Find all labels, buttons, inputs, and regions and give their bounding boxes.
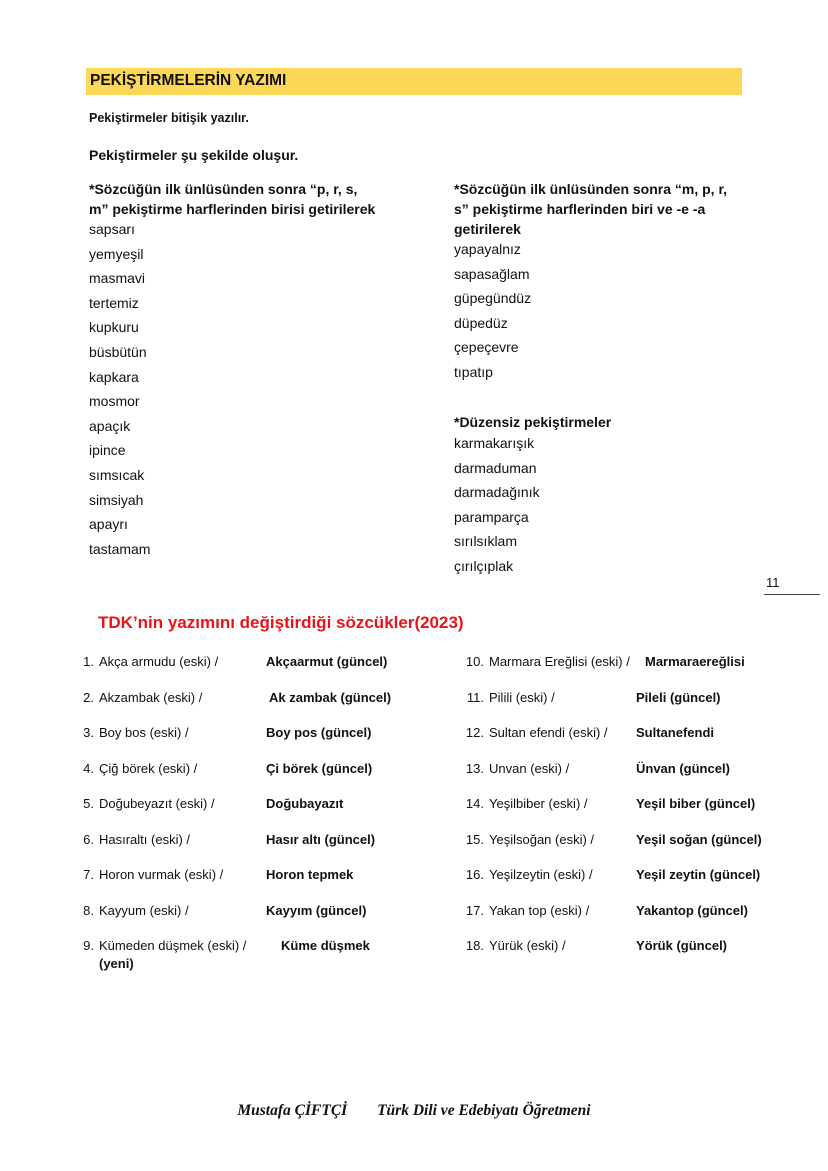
- tdk-item-number: 2.: [83, 689, 94, 705]
- irregular-word-item: karmakarışık: [454, 435, 535, 451]
- tdk-item-new: Kayyım (güncel): [266, 902, 367, 918]
- right-heading-line-2: s” pekiştirme harflerinden biri ve -e -a: [454, 201, 706, 217]
- tdk-item-old: Sultan efendi (eski) /: [489, 725, 608, 740]
- irregular-word-item: darmadağınık: [454, 484, 540, 500]
- left-column-heading: [89, 179, 439, 219]
- tdk-item-old: Akzambak (eski) /: [99, 689, 203, 705]
- tdk-item-new: Akçaarmut (güncel): [266, 654, 388, 669]
- tdk-item-old: Pilili (eski) /: [489, 689, 555, 705]
- tdk-item: [72, 724, 432, 760]
- tdk-item: [462, 902, 822, 938]
- tdk-list-right: [462, 653, 822, 973]
- page-number: 11: [766, 575, 780, 590]
- right-heading-line-3: getirilerek: [454, 221, 521, 237]
- title-banner: [86, 68, 742, 95]
- word-item: sımsıcak: [89, 466, 145, 483]
- tdk-item-number: 13.: [465, 760, 484, 776]
- tdk-item-number: 8.: [83, 902, 94, 918]
- word-item: kupkuru: [89, 319, 139, 336]
- irregular-word-item: darmaduman: [454, 459, 537, 476]
- word-item: apaçık: [89, 417, 131, 434]
- tdk-item-number: 17.: [465, 902, 484, 918]
- irregular-word-item: sırılsıklam: [454, 533, 517, 549]
- tdk-item-number: 6.: [83, 831, 94, 847]
- tdk-item-old: Yeşilzeytin (eski) /: [489, 867, 593, 882]
- tdk-item-number: 7.: [83, 867, 94, 882]
- tdk-item-new: Hasır altı (güncel): [266, 831, 376, 847]
- right-heading-line-1: *Sözcüğün ilk ünlüsünden sonra “m, p, r,: [454, 181, 728, 197]
- tdk-item-number: 16.: [465, 867, 484, 882]
- tdk-item-old: Unvan (eski) /: [489, 760, 570, 776]
- tdk-item: [462, 760, 822, 796]
- word-item: yemyeşil: [89, 245, 144, 262]
- tdk-item-number: 1.: [83, 654, 94, 669]
- tdk-item-number: 5.: [83, 796, 94, 811]
- word-item: büsbütün: [89, 343, 147, 360]
- tdk-item-new: Yeşil biber (güncel): [636, 796, 756, 811]
- tdk-item-number: 12.: [465, 725, 484, 740]
- tdk-item-new: Çi börek (güncel): [266, 760, 373, 776]
- footer-author: Mustafa ÇİFTÇİ: [237, 1102, 348, 1119]
- left-column: [89, 179, 439, 563]
- word-item: çepeçevre: [454, 339, 519, 356]
- tdk-item-old: Hasıraltı (eski) /: [99, 831, 191, 847]
- word-item: yapayalnız: [454, 241, 521, 257]
- tdk-item-number: 3.: [83, 725, 94, 740]
- tdk-item: [462, 831, 822, 867]
- tdk-item-new-cont: (yeni): [99, 956, 134, 971]
- tdk-item-old: Marmara Ereğlisi (eski) /: [489, 654, 630, 669]
- tdk-item: [72, 760, 432, 796]
- word-item: sapsarı: [89, 221, 135, 237]
- tdk-section-title: TDK’nin yazımını değiştirdiği sözcükler(2023): [98, 613, 464, 632]
- tdk-item-number: 9.: [83, 938, 94, 953]
- tdk-item-new: Küme düşmek: [281, 938, 370, 953]
- irregular-word-item: çırılçıplak: [454, 557, 514, 574]
- footer-role: Türk Dili ve Edebiyatı Öğretmeni: [377, 1102, 591, 1119]
- tdk-item-old: Horon vurmak (eski) /: [99, 867, 224, 882]
- tdk-item: [462, 653, 822, 689]
- word-item: sapasağlam: [454, 265, 530, 282]
- word-item: güpegündüz: [454, 290, 532, 307]
- word-item: tıpatıp: [454, 363, 493, 380]
- tdk-item-new: Yörük (güncel): [636, 938, 728, 953]
- tdk-item-new: Marmaraereğlisi: [645, 654, 745, 669]
- tdk-item-old: Akça armudu (eski) /: [99, 654, 219, 669]
- footer: [0, 1102, 828, 1120]
- right-column: [454, 179, 774, 387]
- word-item: simsiyah: [89, 491, 144, 508]
- tdk-item-new: Yeşil zeytin (güncel): [636, 867, 761, 882]
- right-word-list: [454, 239, 774, 387]
- tdk-item: [462, 937, 822, 973]
- right-column-heading: [454, 179, 774, 239]
- tdk-item: [72, 653, 432, 689]
- tdk-item: [462, 795, 822, 831]
- word-item: tertemiz: [89, 294, 139, 311]
- left-word-list: [89, 219, 439, 563]
- word-item: düpedüz: [454, 314, 508, 331]
- tdk-item-new: Yeşil soğan (güncel): [636, 831, 762, 847]
- tdk-item: [462, 689, 822, 725]
- tdk-item: [72, 902, 432, 938]
- word-item: masmavi: [89, 270, 146, 287]
- formation-text: Pekiştirmeler şu şekilde oluşur.: [89, 147, 299, 163]
- word-item: kapkara: [89, 368, 139, 385]
- tdk-item-number: 10.: [465, 654, 484, 669]
- irregular-word-item: paramparça: [454, 508, 529, 525]
- tdk-item-new: Horon tepmek: [266, 867, 354, 882]
- tdk-item-number: 4.: [83, 760, 94, 776]
- tdk-item-old: Yürük (eski) /: [489, 938, 566, 953]
- tdk-item-number: 11.: [466, 689, 484, 705]
- irregular-heading: *Düzensiz pekiştirmeler: [454, 414, 612, 430]
- tdk-item: [462, 724, 822, 760]
- tdk-item-new: Ünvan (güncel): [636, 760, 730, 776]
- tdk-item: [72, 866, 432, 902]
- tdk-item-new: Doğubayazıt: [266, 796, 344, 811]
- word-item: mosmor: [89, 393, 140, 410]
- tdk-item-old: Yakan top (eski) /: [489, 902, 590, 918]
- tdk-list-left: [72, 653, 432, 973]
- irregular-word-list: [454, 433, 540, 580]
- tdk-item: [72, 937, 432, 973]
- left-heading-line-1: *Sözcüğün ilk ünlüsünden sonra “p, r, s,: [89, 181, 358, 197]
- word-item: ipince: [89, 442, 126, 459]
- tdk-item-old: Çiğ börek (eski) /: [99, 760, 198, 776]
- word-item: tastamam: [89, 540, 151, 557]
- tdk-item-number: 14.: [465, 796, 484, 811]
- tdk-item-new: Ak zambak (güncel): [269, 689, 392, 705]
- left-heading-line-2: m” pekiştirme harflerinden birisi getirilerek: [89, 201, 376, 217]
- tdk-item: [72, 831, 432, 867]
- tdk-item: [72, 795, 432, 831]
- rule-text: Pekiştirmeler bitişik yazılır.: [89, 111, 249, 125]
- tdk-item-new: Pileli (güncel): [636, 689, 721, 705]
- tdk-item-new: Sultanefendi: [636, 725, 715, 740]
- tdk-item-old: Kümeden düşmek (eski) /: [99, 938, 247, 953]
- tdk-item-old: Yeşilbiber (eski) /: [489, 796, 588, 811]
- page-number-rule: [764, 594, 820, 595]
- tdk-item: [72, 689, 432, 725]
- tdk-item-old: Kayyum (eski) /: [99, 902, 189, 918]
- word-item: apayrı: [89, 516, 128, 533]
- tdk-item-number: 18.: [465, 938, 484, 953]
- tdk-item-new: Yakantop (güncel): [636, 902, 748, 918]
- tdk-item-old: Yeşilsoğan (eski) /: [489, 831, 595, 847]
- tdk-item: [462, 866, 822, 902]
- tdk-item-number: 15.: [465, 831, 484, 847]
- tdk-item-new: Boy pos (güncel): [266, 725, 372, 740]
- tdk-item-old: Doğubeyazıt (eski) /: [99, 796, 215, 811]
- page-title: PEKİŞTİRMELERİN YAZIMI: [90, 72, 287, 89]
- tdk-item-old: Boy bos (eski) /: [99, 725, 189, 740]
